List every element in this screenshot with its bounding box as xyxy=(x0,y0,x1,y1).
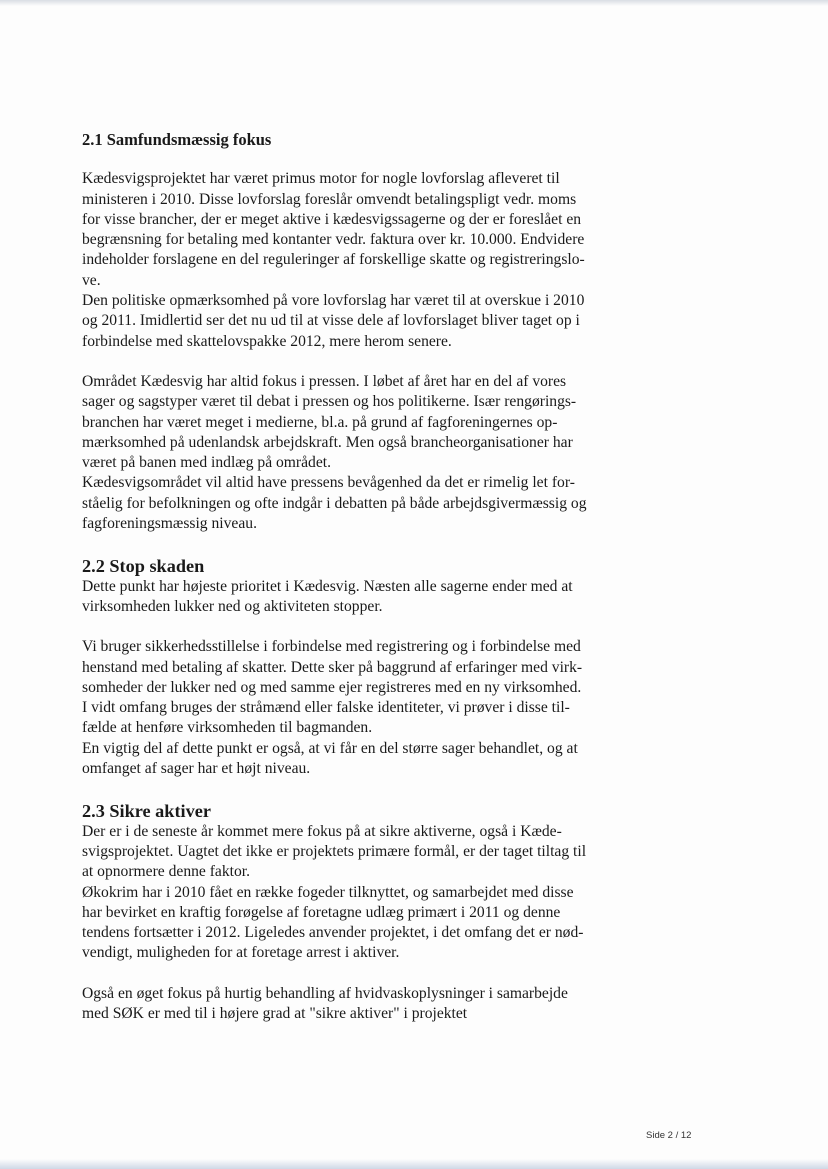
paragraph xyxy=(82,169,642,291)
text-line: Kædesvigsprojektet har været primus motor for nogle lovforslag afleveret til xyxy=(82,170,560,188)
text-line: vendigt, muligheden for at foretage arrest i aktiver. xyxy=(82,944,400,962)
text-line: Også en øget fokus på hurtig behandling af hvidvaskoplysninger i samarbejde xyxy=(82,984,568,1002)
text-line: Kædesvigsområdet vil altid have pressens bevågenhed da det er rimelig let for- xyxy=(82,474,575,492)
text-line: begrænsning for betaling med kontanter vedr. faktura over kr. 10.000. Endvidere xyxy=(82,231,585,249)
text-line: somheder der lukker ned og med samme ejer registreres med en ny virksomhed. xyxy=(82,678,582,696)
text-line: Dette punkt har højeste prioritet i Kædesvig. Næsten alle sagerne ender med at xyxy=(82,577,573,595)
paragraph xyxy=(82,984,642,1025)
page-number: Side 2 / 12 xyxy=(646,1130,692,1141)
text-line: omfanget af sager har et højt niveau. xyxy=(82,760,311,778)
paragraph xyxy=(82,577,642,618)
scan-top-edge xyxy=(0,0,828,6)
paragraph-gap xyxy=(82,617,642,637)
text-line: Vi bruger sikkerhedsstillelse i forbindelse med registrering og i forbindelse med xyxy=(82,638,581,656)
paragraph-gap xyxy=(82,352,642,372)
paragraph xyxy=(82,473,642,534)
text-line: været på banen med indlæg på området. xyxy=(82,454,331,472)
text-line: for visse brancher, der er meget aktive i kædesvigssagerne og der er foreslået en xyxy=(82,210,582,228)
paragraph xyxy=(82,637,642,738)
text-line: ve. xyxy=(82,271,101,289)
text-line: Området Kædesvig har altid fokus i pressen. I løbet af året har en del af vores xyxy=(82,372,567,390)
text-line: branchen har været meget i medierne, bl.a. på grund af fagforeningernes op- xyxy=(82,413,558,431)
paragraph xyxy=(82,739,642,780)
text-line: fagforeningsmæssig niveau. xyxy=(82,515,257,533)
section-gap xyxy=(82,534,642,556)
text-line: Den politiske opmærksomhed på vore lovforslag har været til at overskue i 2010 xyxy=(82,292,585,310)
paragraph xyxy=(82,822,642,883)
text-line: henstand med betaling af skatter. Dette sker på baggrund af erfaringer med virk- xyxy=(82,658,583,676)
document-body xyxy=(82,130,642,1024)
section-gap xyxy=(82,779,642,801)
paragraph xyxy=(82,883,642,964)
text-line: I vidt omfang bruges der stråmænd eller falske identiteter, vi prøver i disse til- xyxy=(82,699,570,717)
text-line: Økokrim har i 2010 fået en række fogeder tilknyttet, og samarbejdet med disse xyxy=(82,883,574,901)
text-line: ståelig for befolkningen og ofte indgår i debatten på både arbejdsgivermæssig og xyxy=(82,494,587,512)
text-line: tendens fortsætter i 2012. Ligeledes anvender projektet, i det omfang det er nød- xyxy=(82,924,584,942)
text-line: og 2011. Imidlertid ser det nu ud til at visse dele af lovforslaget bliver taget op i xyxy=(82,312,580,330)
paragraph xyxy=(82,372,642,473)
section-heading-2-2: 2.2 Stop skaden xyxy=(82,556,205,577)
text-line: En vigtig del af dette punkt er også, at vi får en del større sager behandlet, og at xyxy=(82,739,578,757)
section-heading-2-3: 2.3 Sikre aktiver xyxy=(82,801,211,822)
text-line: ministeren i 2010. Disse lovforslag foreslår omvendt betalingspligt vedr. moms xyxy=(82,190,577,208)
paragraph-gap xyxy=(82,964,642,984)
text-line: at opnormere denne faktor. xyxy=(82,863,250,881)
paragraph xyxy=(82,291,642,352)
text-line: svigsprojektet. Uagtet det ikke er projektets primære formål, er der taget tiltag til xyxy=(82,842,587,860)
section-heading-2-1: 2.1 Samfundsmæssig fokus xyxy=(82,130,272,149)
text-line: indeholder forslagene en del reguleringer af forskellige skatte og registreringslo- xyxy=(82,251,585,269)
scan-bottom-edge xyxy=(0,1159,828,1169)
text-line: Der er i de seneste år kommet mere fokus på at sikre aktiverne, også i Kæde- xyxy=(82,822,562,840)
text-line: med SØK er med til i højere grad at "sikre aktiver" i projektet xyxy=(82,1004,468,1022)
text-line: har bevirket en kraftig forøgelse af foretagne udlæg primært i 2011 og denne xyxy=(82,903,561,921)
text-line: sager og sagstyper været til debat i pressen og hos politikerne. Især rengørings- xyxy=(82,393,577,411)
text-line: virksomheden lukker ned og aktiviteten stopper. xyxy=(82,597,383,615)
text-line: fælde at henføre virksomheden til bagmanden. xyxy=(82,719,373,737)
text-line: forbindelse med skattelovspakke 2012, mere herom senere. xyxy=(82,332,452,350)
text-line: mærksomhed på udenlandsk arbejdskraft. Men også brancheorganisationer har xyxy=(82,433,573,451)
